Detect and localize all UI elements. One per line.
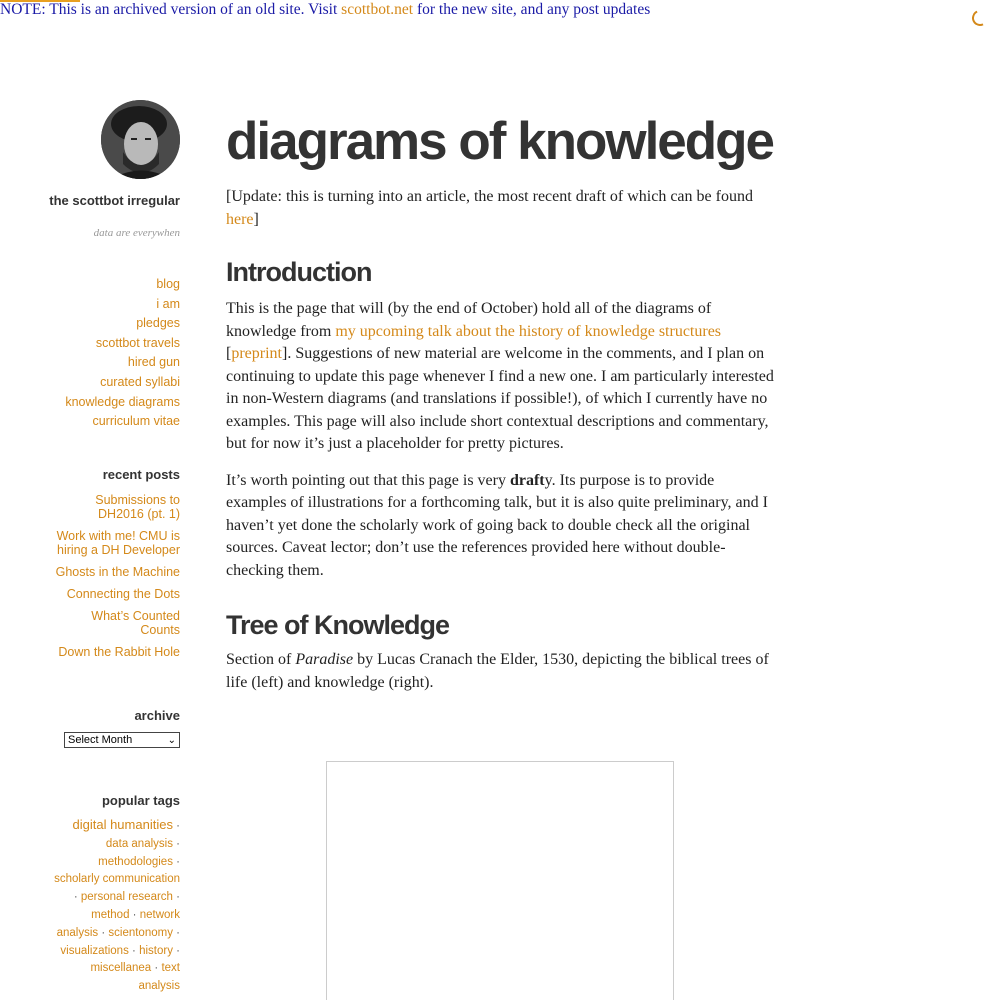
- tag-link[interactable]: scholarly communication: [54, 873, 180, 886]
- recent-posts-list: [50, 493, 180, 667]
- nav-knowledge-diagrams[interactable]: knowledge diagrams: [65, 394, 180, 409]
- tag-link[interactable]: visualizations: [60, 944, 129, 957]
- tag-cloud: digital humanities · data analysis · methodologies · scholarly communication · personal research · method · network analysis · scientonomy · visualizations · history · miscellanea · text analysis: [54, 817, 180, 993]
- tag-link[interactable]: digital humanities: [72, 817, 173, 832]
- tag-link[interactable]: miscellanea: [90, 962, 152, 975]
- tag-link[interactable]: history: [139, 944, 173, 957]
- recent-post-link[interactable]: Ghosts in the Machine: [55, 565, 180, 579]
- tag-link[interactable]: network analysis: [56, 908, 180, 939]
- tag-link[interactable]: methodologies: [98, 855, 173, 868]
- site-title[interactable]: the scottbot irregular: [49, 193, 180, 208]
- tree-of-knowledge-heading: Tree of Knowledge: [226, 610, 450, 640]
- nav-hired-gun[interactable]: hired gun: [127, 355, 180, 370]
- paradise-image-placeholder: [326, 761, 674, 1000]
- draft-paragraph: It’s worth pointing out that this page is very drafty. Its purpose is to provide examples of illustrations for a forthcoming talk, but it is also quite preliminary, and I haven’t yet done the scholarly work of going back to double check all the original sources. Caveat lector; don’t use the references provided here without double-checking them.: [226, 471, 768, 579]
- chevron-down-icon: ⌄: [167, 735, 176, 746]
- intro-paragraph: This is the page that will (by the end of October) hold all of the diagrams of knowledge from my upcoming talk about the history of knowledge structures [preprint]. Suggestions of new material are welcome in the comments, and I plan on continuing to update this page whenever I find a new one. I am particularly interested in non-Western diagrams (and translations if possible!), of which I currently have no examples. This page will also include short contextual descriptions and commentary, but for now it’s just a placeholder for pretty pictures.: [226, 300, 774, 452]
- preprint-link[interactable]: preprint: [231, 345, 282, 362]
- recent-posts-title: recent posts: [102, 467, 180, 482]
- recent-post-link[interactable]: Work with me! CMU is hiring a DH Developer: [56, 529, 180, 557]
- main-navigation: [20, 276, 180, 433]
- tag-link[interactable]: text analysis: [138, 962, 180, 993]
- archive-title: archive: [134, 708, 180, 723]
- avatar[interactable]: [101, 100, 180, 179]
- tree-caption: Section of Paradise by Lucas Cranach the Elder, 1530, depicting the biblical trees of life (left) and knowledge (right).: [226, 651, 769, 691]
- popular-tags-title: popular tags: [101, 793, 180, 808]
- nav-blog[interactable]: blog: [156, 277, 180, 291]
- talk-link[interactable]: my upcoming talk about the history of knowledge structures: [335, 322, 722, 340]
- recent-post-link[interactable]: Submissions to DH2016 (pt. 1): [95, 493, 180, 521]
- archive-notice: NOTE: This is an archived version of an old site. Visit scottbot.net for the new site, and any post updates: [0, 1, 651, 18]
- tag-link[interactable]: method: [91, 908, 130, 921]
- page-title: diagrams of knowledge: [226, 112, 774, 171]
- article: [226, 110, 776, 694]
- notice-link[interactable]: scottbot.net: [341, 1, 414, 18]
- archive-month-select[interactable]: Select Month ⌄: [64, 732, 180, 748]
- tag-link[interactable]: scientonomy: [108, 926, 173, 939]
- recent-post-link[interactable]: Connecting the Dots: [66, 587, 180, 601]
- loading-spinner-icon: [970, 8, 991, 29]
- nav-i-am[interactable]: i am: [156, 296, 180, 311]
- update-here-link[interactable]: here: [226, 210, 254, 228]
- tag-link[interactable]: personal research: [80, 891, 173, 904]
- recent-post-link[interactable]: What’s Counted Counts: [91, 609, 180, 637]
- nav-pledges[interactable]: pledges: [136, 316, 180, 331]
- recent-post-link[interactable]: Down the Rabbit Hole: [58, 645, 180, 659]
- nav-curated-syllabi[interactable]: curated syllabi: [100, 374, 180, 389]
- update-note: [Update: this is turning into an article, the most recent draft of which can be found here]: [226, 188, 753, 228]
- nav-curriculum-vitae[interactable]: curriculum vitae: [92, 414, 180, 429]
- introduction-heading: Introduction: [226, 257, 372, 287]
- nav-scottbot-travels[interactable]: scottbot travels: [95, 335, 180, 350]
- tag-link[interactable]: data analysis: [105, 837, 173, 850]
- site-description: data are everywhen: [93, 227, 180, 239]
